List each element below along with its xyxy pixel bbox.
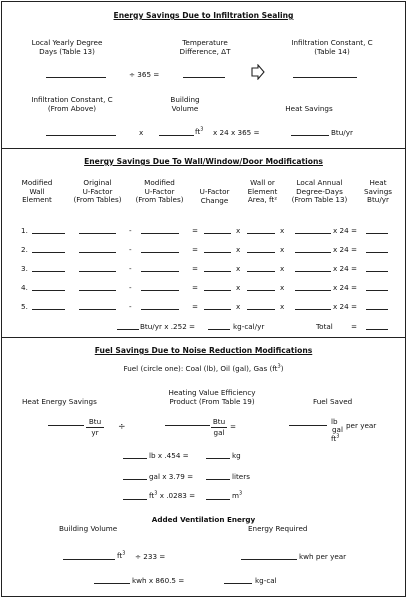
per-year-label: per year [346, 421, 377, 430]
u-change-field[interactable] [204, 309, 231, 310]
degree-days-field[interactable] [295, 233, 331, 234]
minus-sign: - [129, 283, 132, 292]
total-label: Total [316, 322, 333, 331]
heat-energy-field[interactable] [48, 425, 84, 426]
u-change-field[interactable] [204, 290, 231, 291]
kgcal-field[interactable] [208, 329, 230, 330]
original-u-field[interactable] [79, 309, 116, 310]
equals-sign: = [192, 226, 199, 235]
liters-field[interactable] [206, 479, 230, 480]
equals-sign: = [192, 264, 199, 273]
header-wall-area: Wall or Element Area, ft² [247, 178, 278, 205]
btu-per-gal-unit: Btu gal [212, 417, 226, 437]
area-field[interactable] [247, 252, 275, 253]
kgcal-result-unit: kg-cal [255, 576, 277, 585]
worksheet [1, 1, 406, 597]
equals-sign: = [192, 245, 199, 254]
original-u-field[interactable] [79, 233, 116, 234]
ventilation-title: Added Ventilation Energy [151, 515, 256, 524]
m3-field[interactable] [206, 499, 230, 500]
modified-u-field[interactable] [141, 290, 179, 291]
times-sign: x [280, 283, 285, 292]
x24-equals: x 24 = [333, 302, 357, 311]
section-title: Energy Savings Due To Wall/Window/Door Modifications [84, 157, 323, 166]
total-equals: = [351, 322, 358, 331]
building-volume-field[interactable] [159, 135, 194, 136]
heating-value-label-1: Heating Value Efficiency [168, 388, 256, 397]
equals-sign: = [230, 422, 237, 431]
original-u-field[interactable] [79, 252, 116, 253]
lb-field[interactable] [123, 458, 147, 459]
times-sign: x [236, 283, 241, 292]
arrow-right-icon [251, 64, 265, 80]
minus-sign: - [129, 302, 132, 311]
section-title: Fuel Savings Due to Noise Reduction Modifications [94, 346, 313, 355]
gal-conversion: gal x 3.79 = [149, 472, 194, 481]
equals-sign: = [192, 283, 199, 292]
row-number: 1. [21, 226, 28, 235]
kg-field[interactable] [206, 458, 230, 459]
infiltration-section [2, 2, 405, 149]
lb-conversion: lb x .454 = [149, 451, 189, 460]
wall-element-field[interactable] [32, 290, 65, 291]
building-volume-label-2: Volume [171, 104, 199, 113]
fuel-saved-field[interactable] [289, 425, 327, 426]
row-number: 2. [21, 245, 28, 254]
kgcal-unit: kg-cal/yr [233, 322, 265, 331]
gal-field[interactable] [123, 479, 147, 480]
infiltration-constant-above-1: Infiltration Constant, C [31, 95, 113, 104]
building-volume-label: Building Volume [59, 524, 118, 533]
btu-yr-unit: Btu/yr [331, 128, 353, 137]
header-modified-wall: Modified Wall Element [21, 178, 53, 205]
infiltration-constant-above-2: (From Above) [47, 104, 97, 113]
kwh-conv-field[interactable] [94, 583, 130, 584]
original-u-field[interactable] [79, 271, 116, 272]
x24-equals: x 24 = [333, 264, 357, 273]
header-u-change: U-Factor Change [199, 187, 230, 205]
x24x365: x 24 x 365 = [213, 128, 260, 137]
kwh-conversion: kwh x 860.5 = [132, 576, 185, 585]
area-field[interactable] [247, 233, 275, 234]
degree-days-field[interactable] [295, 252, 331, 253]
degree-days-field[interactable] [295, 271, 331, 272]
energy-required-label: Energy Required [248, 524, 308, 533]
heat-savings-field[interactable] [366, 233, 388, 234]
times-sign: x [280, 245, 285, 254]
times-sign: x [280, 226, 285, 235]
infiltration-constant-label-2: (Table 14) [314, 47, 350, 56]
times-sign: x [236, 245, 241, 254]
x24-equals: x 24 = [333, 283, 357, 292]
heat-energy-savings-label: Heat Energy Savings [22, 397, 97, 406]
constant-c-field[interactable] [46, 135, 116, 136]
header-modified-u: Modified U-Factor (From Tables) [135, 178, 184, 205]
ft3-field[interactable] [123, 499, 147, 500]
ft3-unit: $ft^3$ [195, 126, 204, 136]
degree-days-field[interactable] [46, 77, 106, 78]
wall-element-field[interactable] [32, 309, 65, 310]
divide-233: ÷ 233 = [135, 552, 166, 561]
kg-unit: kg [232, 451, 241, 460]
heating-value-label-2: Product (From Table 19) [169, 397, 255, 406]
heating-value-field[interactable] [165, 425, 210, 426]
kwh-field[interactable] [241, 559, 297, 560]
header-degree-days: Local Annual Degree-Days (From Table 13) [291, 178, 348, 205]
wall-element-field[interactable] [32, 271, 65, 272]
heat-savings-field[interactable] [366, 290, 388, 291]
heat-savings-field[interactable] [291, 135, 329, 136]
area-field[interactable] [247, 290, 275, 291]
divide-365: ÷ 365 = [129, 70, 160, 79]
fuel-unit-choices: lb gal $ft^3$ [331, 417, 343, 443]
header-original-u: Original U-Factor (From Tables) [73, 178, 122, 205]
liters-unit: liters [232, 472, 250, 481]
area-field[interactable] [247, 309, 275, 310]
wall-element-field[interactable] [32, 252, 65, 253]
heat-savings-label: Heat Savings [285, 104, 333, 113]
ft3-conversion: $ft^3$ x .0283 = [149, 490, 196, 500]
u-change-field[interactable] [204, 271, 231, 272]
degree-days-label-2: Days (Table 13) [39, 47, 95, 56]
row-number: 4. [21, 283, 28, 292]
fuel-saved-label: Fuel Saved [313, 397, 353, 406]
vent-volume-field[interactable] [63, 559, 115, 560]
total-field[interactable] [366, 329, 388, 330]
heat-savings-field[interactable] [366, 309, 388, 310]
m3-unit: $m^3$ [232, 490, 243, 500]
times-sign: x [139, 128, 144, 137]
minus-sign: - [129, 226, 132, 235]
times-sign: x [236, 264, 241, 273]
original-u-field[interactable] [79, 290, 116, 291]
times-sign: x [236, 302, 241, 311]
kwh-per-year-unit: kwh per year [299, 552, 347, 561]
noise-reduction-section [2, 338, 405, 598]
x24-equals: x 24 = [333, 226, 357, 235]
section-title: Energy Savings Due to Infiltration Sealing [113, 11, 294, 20]
times-sign: x [236, 226, 241, 235]
equals-sign: = [192, 302, 199, 311]
heat-savings-field[interactable] [366, 252, 388, 253]
infiltration-constant-field[interactable] [293, 77, 357, 78]
minus-sign: - [129, 264, 132, 273]
total-btu-field[interactable] [117, 329, 139, 330]
degree-days-field[interactable] [295, 309, 331, 310]
btu-per-yr-unit: Btu yr [86, 418, 104, 436]
heat-savings-field[interactable] [366, 271, 388, 272]
temp-diff-label-1: Temperature [182, 38, 228, 47]
temp-diff-field[interactable] [183, 77, 225, 78]
modified-u-field[interactable] [141, 233, 179, 234]
x24-equals: x 24 = [333, 245, 357, 254]
fuel-selection: Fuel (circle one): Coal (lb), Oil (gal), Gas $(ft^3)$ [123, 363, 284, 373]
row-number: 5. [21, 302, 28, 311]
u-change-field[interactable] [204, 252, 231, 253]
infiltration-constant-label-1: Infiltration Constant, C [291, 38, 373, 47]
degree-days-field[interactable] [295, 290, 331, 291]
btu-conversion: Btu/yr x .252 = [140, 322, 196, 331]
u-change-field[interactable] [204, 233, 231, 234]
temp-diff-label-2: Difference, ΔT [179, 47, 231, 56]
row-number: 3. [21, 264, 28, 273]
kgcal-result-field[interactable] [224, 583, 252, 584]
times-sign: x [280, 264, 285, 273]
divide-sign: ÷ [118, 422, 126, 432]
degree-days-label-1: Local Yearly Degree [31, 38, 103, 47]
times-sign: x [280, 302, 285, 311]
wall-element-field[interactable] [32, 233, 65, 234]
area-field[interactable] [247, 271, 275, 272]
modified-u-field[interactable] [141, 271, 179, 272]
modified-u-field[interactable] [141, 252, 179, 253]
vent-ft3: $ft^3$ [117, 550, 126, 560]
header-heat-savings: Heat Savings Btu/yr [363, 178, 393, 205]
minus-sign: - [129, 245, 132, 254]
modified-u-field[interactable] [141, 309, 179, 310]
building-volume-label-1: Building [170, 95, 200, 104]
